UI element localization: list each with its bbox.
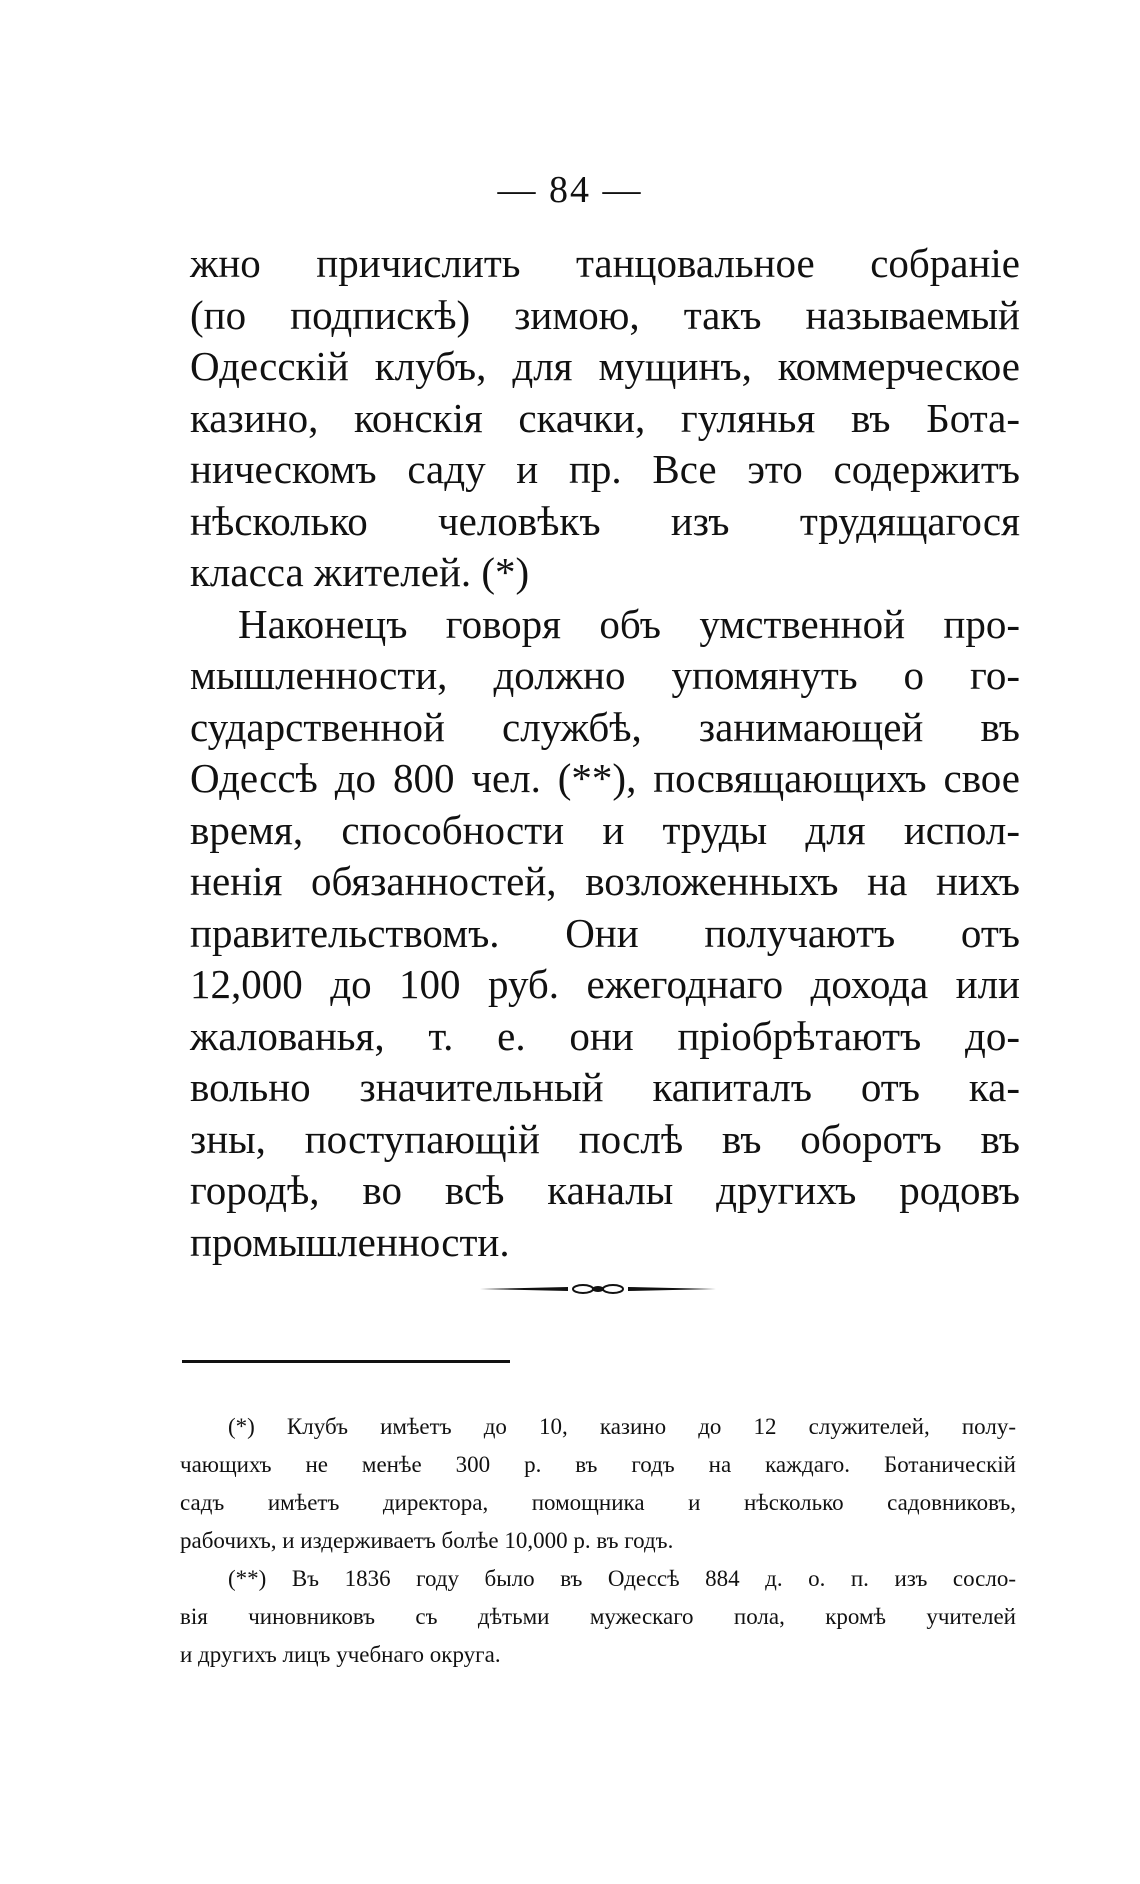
text-line: Наконецъ говоря объ умственной про- bbox=[238, 600, 1020, 647]
text-line: ническомъ саду и пр. Все это содержитъ bbox=[190, 446, 1020, 492]
text-line: Одессѣ до 800 чел. (**), посвящающихъ свое bbox=[190, 755, 1020, 801]
text-line: нѣсколько человѣкъ изъ трудящагося bbox=[190, 497, 1020, 544]
text-line: жалованья, т. е. они пріобрѣтаютъ до- bbox=[190, 1012, 1020, 1059]
footnote-line: (*) Клубъ имѣетъ до 10, казино до 12 служителей, полу- bbox=[228, 1414, 1016, 1439]
text-line: 12,000 до 100 руб. ежегоднаго дохода или bbox=[190, 961, 1020, 1007]
text-line: ненія обязанностей, возложенныхъ на нихъ bbox=[190, 858, 1020, 904]
text-line: класса жителей. (*) bbox=[190, 549, 530, 595]
text-line: зны, поступающій послѣ въ оборотъ въ bbox=[190, 1115, 1020, 1162]
main-text bbox=[190, 238, 1020, 1268]
footnote-rule bbox=[182, 1360, 510, 1363]
page-number: — 84 — bbox=[497, 169, 643, 211]
footnotes bbox=[180, 1408, 1016, 1674]
section-ornament bbox=[480, 1282, 716, 1296]
text-line: жно причислить танцовальное собраніе bbox=[190, 240, 1020, 286]
footnote-line: и другихъ лицъ учебнаго округа. bbox=[180, 1642, 501, 1667]
text-line: казино, конскія скачки, гулянья въ Бота- bbox=[190, 394, 1020, 441]
footnote-line: (**) Въ 1836 году было въ Одессѣ 884 д. о. п. изъ сосло- bbox=[228, 1566, 1016, 1591]
text-line: мышленности, должно упомянуть о го- bbox=[190, 652, 1020, 698]
footnote-line: чающихъ не менѣе 300 р. въ годъ на каждаго. Ботаническій bbox=[180, 1452, 1016, 1477]
text-line: правительствомъ. Они получаютъ отъ bbox=[190, 909, 1020, 956]
text-line: сударственной службѣ, занимающей въ bbox=[190, 703, 1020, 750]
footnote-line: садъ имѣетъ директора, помощника и нѣсколько садовниковъ, bbox=[180, 1490, 1016, 1515]
text-line: промышленности. bbox=[190, 1218, 510, 1265]
footnote-line: рабочихъ, и издерживаетъ болѣе 10,000 р. въ годъ. bbox=[180, 1528, 674, 1553]
text-line: Одесскій клубъ, для мущинъ, коммерческое bbox=[190, 343, 1020, 389]
text-line: (по подпискѣ) зимою, такъ называемый bbox=[190, 291, 1020, 338]
text-line: городѣ, во всѣ каналы другихъ родовъ bbox=[190, 1167, 1020, 1213]
text-line: вольно значительный капиталъ отъ ка- bbox=[190, 1064, 1020, 1110]
text-line: время, способности и труды для испол- bbox=[190, 806, 1020, 853]
footnote-line: вія чиновниковъ съ дѣтьми мужескаго пола, кромѣ учителей bbox=[180, 1604, 1016, 1629]
